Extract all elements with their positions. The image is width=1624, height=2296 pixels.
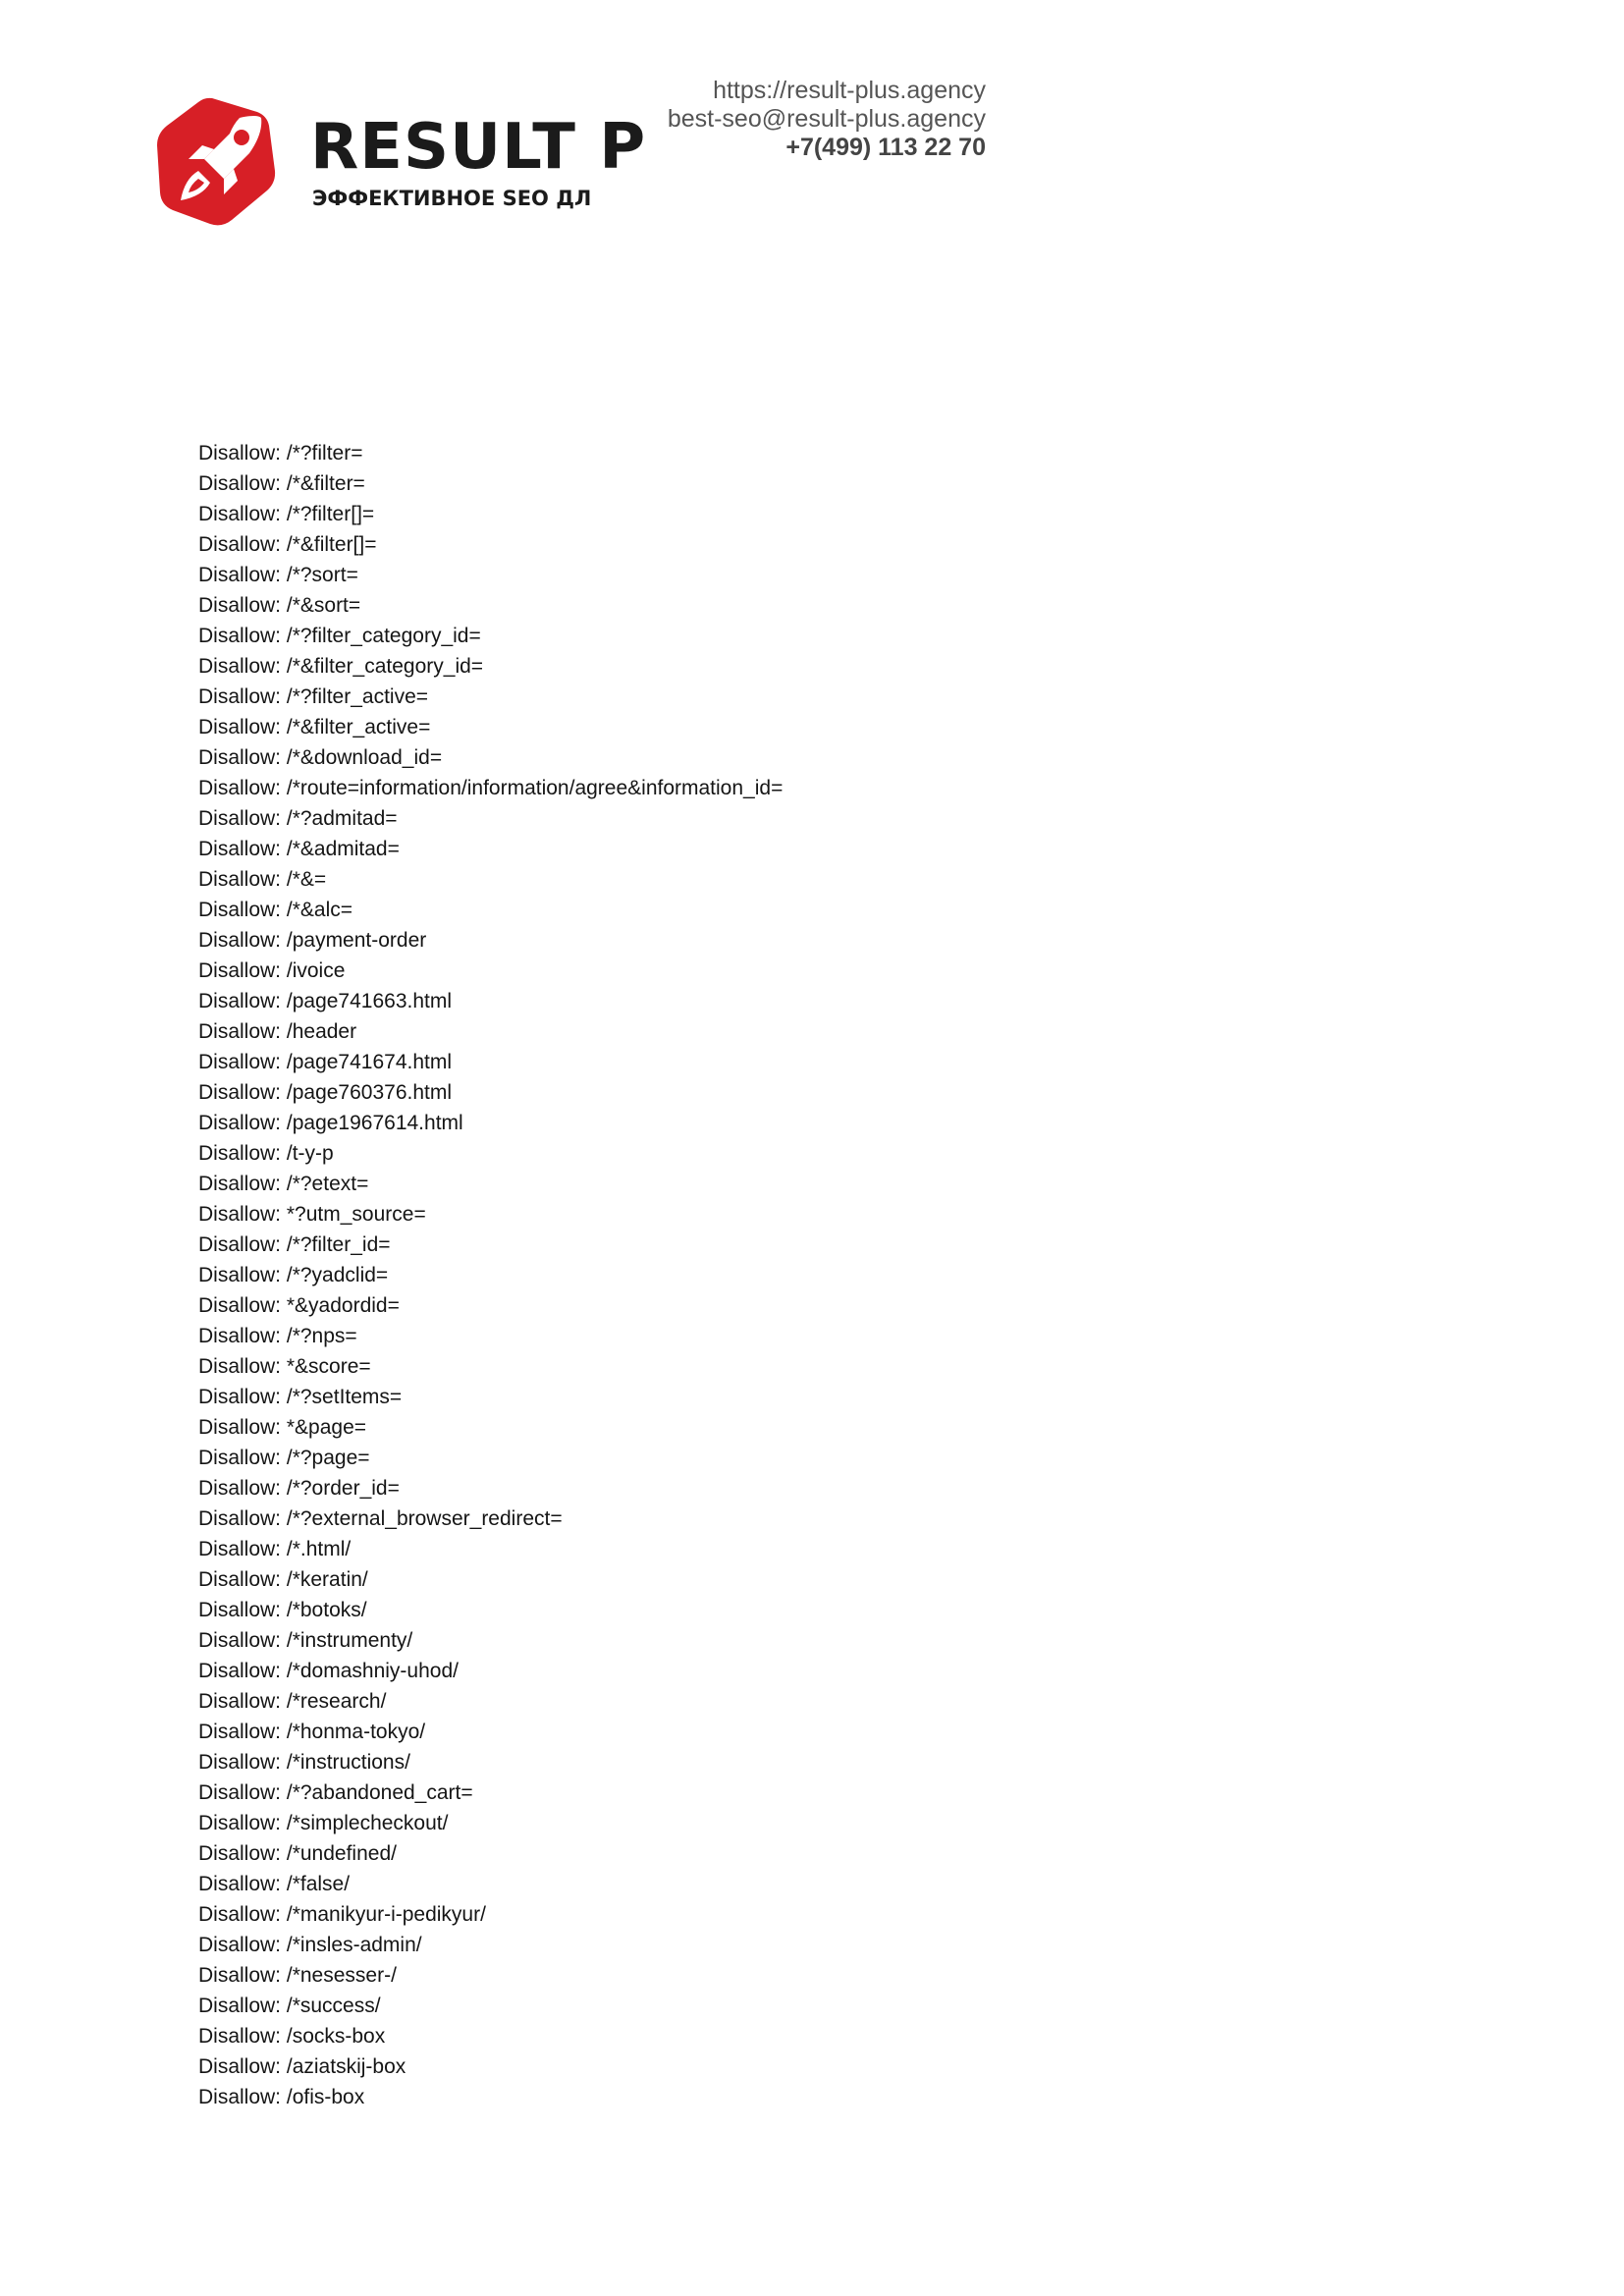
disallow-rule-line: [198, 1016, 783, 1047]
rule-path: /page760376.html: [286, 1081, 453, 1104]
directive-label: Disallow:: [198, 777, 282, 799]
directive-label: Disallow:: [198, 1781, 282, 1804]
rule-path: /page1967614.html: [286, 1112, 463, 1134]
rule-path: /page741663.html: [286, 990, 453, 1012]
rule-path: /*insles-admin/: [286, 1934, 422, 1956]
rule-path: /*?filter=: [286, 442, 363, 465]
rule-path: /*manikyur-i-pedikyur/: [286, 1903, 486, 1926]
directive-label: Disallow:: [198, 1964, 282, 1987]
disallow-rule-line: [198, 1169, 783, 1199]
rule-path: /*success/: [286, 1995, 381, 2017]
disallow-rule-line: [198, 1351, 783, 1382]
disallow-rule-line: [198, 1503, 783, 1534]
rule-path: /*instructions/: [286, 1751, 410, 1774]
directive-label: Disallow:: [198, 929, 282, 952]
directive-label: Disallow:: [198, 1173, 282, 1195]
disallow-rule-line: [198, 1321, 783, 1351]
rule-path: /*&filter_active=: [286, 716, 431, 738]
disallow-rule-line: [198, 1077, 783, 1108]
directive-label: Disallow:: [198, 1203, 282, 1226]
rule-path: /*route=information/information/agree&information_id=: [286, 777, 784, 799]
rule-path: /*?setItems=: [286, 1386, 403, 1408]
directive-label: Disallow:: [198, 868, 282, 891]
directive-label: Disallow:: [198, 807, 282, 830]
rule-path: /*&download_id=: [286, 746, 443, 769]
rule-path: /*?filter_id=: [286, 1233, 391, 1256]
disallow-rule-line: [198, 1991, 783, 2021]
rule-path: /*?order_id=: [286, 1477, 400, 1500]
disallow-rules-list: [198, 438, 783, 2112]
directive-label: Disallow:: [198, 2055, 282, 2078]
directive-label: Disallow:: [198, 1599, 282, 1621]
rule-path: /*.html/: [286, 1538, 352, 1560]
rule-path: /*&filter=: [286, 472, 365, 495]
rule-path: /socks-box: [286, 2025, 386, 2048]
directive-label: Disallow:: [198, 1721, 282, 1743]
rule-path: /*instrumenty/: [286, 1629, 413, 1652]
directive-label: Disallow:: [198, 1355, 282, 1378]
directive-label: Disallow:: [198, 2086, 282, 2108]
rule-path: /*&filter_category_id=: [286, 655, 484, 678]
rule-path: /*?admitad=: [286, 807, 398, 830]
phone-number[interactable]: +7(499) 113 22 70: [785, 134, 986, 161]
rule-path: /*simplecheckout/: [286, 1812, 449, 1834]
directive-label: Disallow:: [198, 1568, 282, 1591]
company-logo: [155, 94, 647, 232]
rule-path: /*nesesser-/: [286, 1964, 397, 1987]
directive-label: Disallow:: [198, 1660, 282, 1682]
rule-path: /page741674.html: [286, 1051, 453, 1073]
directive-label: Disallow:: [198, 1447, 282, 1469]
disallow-rule-line: [198, 803, 783, 834]
disallow-rule-line: [198, 895, 783, 925]
rule-path: /*&admitad=: [286, 838, 400, 860]
disallow-rule-line: [198, 2051, 783, 2082]
directive-label: Disallow:: [198, 1233, 282, 1256]
disallow-rule-line: [198, 2021, 783, 2051]
disallow-rule-line: [198, 1595, 783, 1625]
rule-path: /t-y-p: [286, 1142, 334, 1165]
directive-label: Disallow:: [198, 1264, 282, 1286]
rule-path: /*?abandoned_cart=: [286, 1781, 473, 1804]
directive-label: Disallow:: [198, 625, 282, 647]
disallow-rule-line: [198, 438, 783, 468]
directive-label: Disallow:: [198, 990, 282, 1012]
directive-label: Disallow:: [198, 503, 282, 525]
directive-label: Disallow:: [198, 1386, 282, 1408]
rule-path: /aziatskij-box: [286, 2055, 406, 2078]
rule-path: *&score=: [286, 1355, 371, 1378]
disallow-rule-line: [198, 1777, 783, 1808]
directive-label: Disallow:: [198, 1873, 282, 1895]
rule-path: /*research/: [286, 1690, 387, 1713]
directive-label: Disallow:: [198, 1051, 282, 1073]
directive-label: Disallow:: [198, 1477, 282, 1500]
directive-label: Disallow:: [198, 746, 282, 769]
rule-path: /*?sort=: [286, 564, 358, 586]
directive-label: Disallow:: [198, 1629, 282, 1652]
website-link[interactable]: https://result-plus.agency: [713, 77, 986, 104]
disallow-rule-line: [198, 1382, 783, 1412]
rule-path: *&yadordid=: [286, 1294, 400, 1317]
directive-label: Disallow:: [198, 959, 282, 982]
directive-label: Disallow:: [198, 1507, 282, 1530]
disallow-rule-line: [198, 1930, 783, 1960]
rule-path: /*?external_browser_redirect=: [286, 1507, 563, 1530]
disallow-rule-line: [198, 1747, 783, 1777]
directive-label: Disallow:: [198, 472, 282, 495]
disallow-rule-line: [198, 742, 783, 773]
directive-label: Disallow:: [198, 655, 282, 678]
disallow-rule-line: [198, 682, 783, 712]
disallow-rule-line: [198, 1656, 783, 1686]
rule-path: /ivoice: [286, 959, 346, 982]
disallow-rule-line: [198, 1960, 783, 1991]
rule-path: /*&filter[]=: [286, 533, 377, 556]
disallow-rule-line: [198, 2082, 783, 2112]
rule-path: /*&sort=: [286, 594, 361, 617]
rule-path: /*keratin/: [286, 1568, 368, 1591]
disallow-rule-line: [198, 986, 783, 1016]
rule-path: /*?nps=: [286, 1325, 357, 1347]
directive-label: Disallow:: [198, 1020, 282, 1043]
disallow-rule-line: [198, 1564, 783, 1595]
disallow-rule-line: [198, 864, 783, 895]
rule-path: /*?yadclid=: [286, 1264, 389, 1286]
disallow-rule-line: [198, 956, 783, 986]
directive-label: Disallow:: [198, 594, 282, 617]
logo-wordmark: RESULT P: [310, 111, 647, 184]
directive-label: Disallow:: [198, 533, 282, 556]
directive-label: Disallow:: [198, 1690, 282, 1713]
rule-path: /*?etext=: [286, 1173, 369, 1195]
rule-path: /header: [286, 1020, 357, 1043]
directive-label: Disallow:: [198, 1294, 282, 1317]
disallow-rule-line: [198, 834, 783, 864]
disallow-rule-line: [198, 499, 783, 529]
disallow-rule-line: [198, 1443, 783, 1473]
directive-label: Disallow:: [198, 1812, 282, 1834]
disallow-rule-line: [198, 1899, 783, 1930]
disallow-rule-line: [198, 773, 783, 803]
disallow-rule-line: [198, 1534, 783, 1564]
disallow-rule-line: [198, 468, 783, 499]
contact-block: [668, 77, 986, 162]
rule-path: /payment-order: [286, 929, 427, 952]
directive-label: Disallow:: [198, 1142, 282, 1165]
rule-path: *?utm_source=: [286, 1203, 426, 1226]
directive-label: Disallow:: [198, 442, 282, 465]
directive-label: Disallow:: [198, 1842, 282, 1865]
directive-label: Disallow:: [198, 1325, 282, 1347]
directive-label: Disallow:: [198, 838, 282, 860]
directive-label: Disallow:: [198, 1538, 282, 1560]
directive-label: Disallow:: [198, 685, 282, 708]
disallow-rule-line: [198, 1625, 783, 1656]
disallow-rule-line: [198, 1686, 783, 1717]
disallow-rule-line: [198, 1108, 783, 1138]
directive-label: Disallow:: [198, 564, 282, 586]
rule-path: /*domashniy-uhod/: [286, 1660, 459, 1682]
rule-path: /*&alc=: [286, 899, 352, 921]
disallow-rule-line: [198, 1473, 783, 1503]
disallow-rule-line: [198, 1838, 783, 1869]
directive-label: Disallow:: [198, 716, 282, 738]
directive-label: Disallow:: [198, 899, 282, 921]
rule-path: /*botoks/: [286, 1599, 367, 1621]
disallow-rule-line: [198, 1290, 783, 1321]
directive-label: Disallow:: [198, 2025, 282, 2048]
disallow-rule-line: [198, 1412, 783, 1443]
disallow-rule-line: [198, 1230, 783, 1260]
directive-label: Disallow:: [198, 1112, 282, 1134]
logo-tagline: ЭФФЕКТИВНОЕ SEO ДЛ: [312, 187, 592, 210]
disallow-rule-line: [198, 621, 783, 651]
email-link[interactable]: best-seo@result-plus.agency: [667, 105, 986, 133]
disallow-rule-line: [198, 1047, 783, 1077]
disallow-rule-line: [198, 651, 783, 682]
directive-label: Disallow:: [198, 1934, 282, 1956]
rule-path: /*?filter_active=: [286, 685, 429, 708]
rule-path: *&page=: [286, 1416, 367, 1439]
directive-label: Disallow:: [198, 1751, 282, 1774]
directive-label: Disallow:: [198, 1416, 282, 1439]
disallow-rule-line: [198, 1260, 783, 1290]
rule-path: /*false/: [286, 1873, 351, 1895]
disallow-rule-line: [198, 1808, 783, 1838]
directive-label: Disallow:: [198, 1903, 282, 1926]
disallow-rule-line: [198, 925, 783, 956]
rule-path: /*?page=: [286, 1447, 370, 1469]
rocket-logo-icon: [155, 94, 293, 232]
disallow-rule-line: [198, 1138, 783, 1169]
rule-path: /*?filter_category_id=: [286, 625, 481, 647]
directive-label: Disallow:: [198, 1995, 282, 2017]
disallow-rule-line: [198, 1717, 783, 1747]
rule-path: /*&=: [286, 868, 327, 891]
rule-path: /*undefined/: [286, 1842, 397, 1865]
disallow-rule-line: [198, 1199, 783, 1230]
rule-path: /ofis-box: [286, 2086, 365, 2108]
rule-path: /*honma-tokyo/: [286, 1721, 426, 1743]
disallow-rule-line: [198, 712, 783, 742]
disallow-rule-line: [198, 560, 783, 590]
disallow-rule-line: [198, 590, 783, 621]
rule-path: /*?filter[]=: [286, 503, 375, 525]
directive-label: Disallow:: [198, 1081, 282, 1104]
disallow-rule-line: [198, 529, 783, 560]
disallow-rule-line: [198, 1869, 783, 1899]
